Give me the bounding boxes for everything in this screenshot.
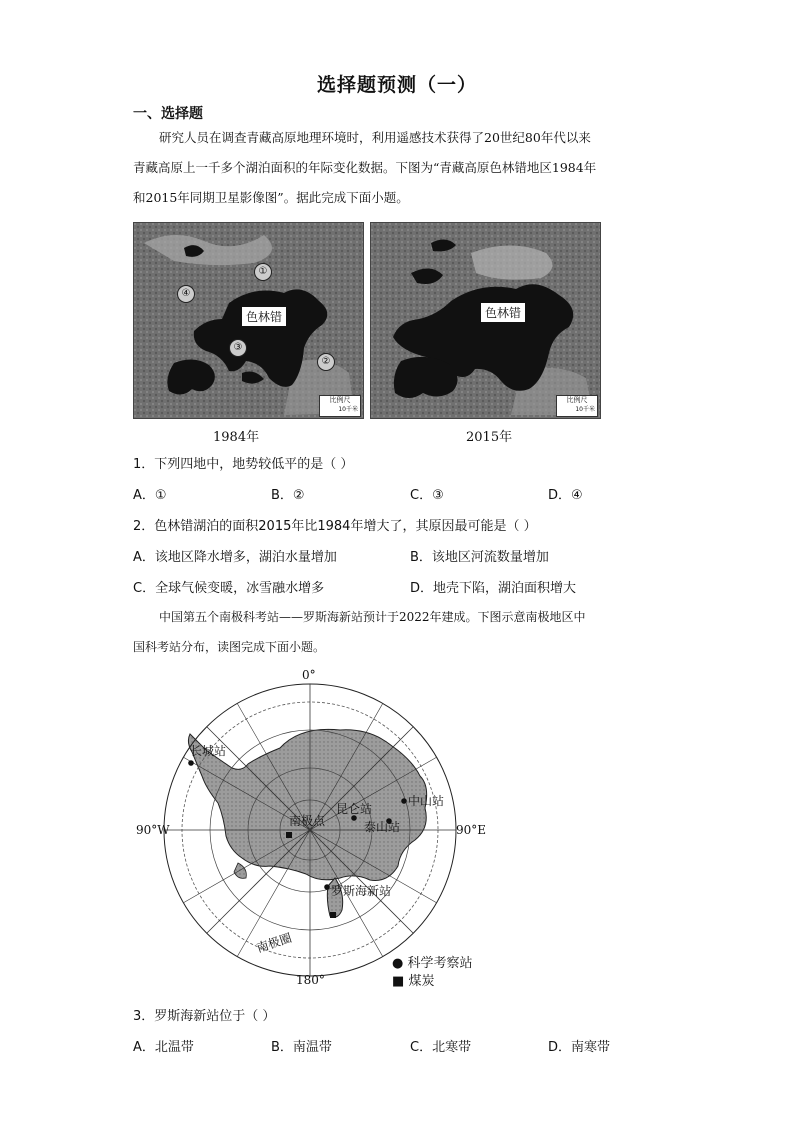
- scale-unit-1984: 10千米: [338, 406, 358, 413]
- question-3-option-a: A．北温带: [133, 1040, 194, 1055]
- year-label-1984: 1984年: [213, 430, 260, 445]
- label-antarctic-circle: 南极圈: [254, 930, 294, 956]
- intro-paragraph-1: [133, 123, 663, 213]
- question-2-option-b: B．该地区河流数量增加: [410, 550, 549, 565]
- label-south-pole: 南极点: [289, 814, 326, 828]
- station-zhongshan: 中山站: [408, 794, 445, 808]
- intro1-line-2: 青藏高原上一千多个湖泊面积的年际变化数据。下图为“青藏高原色林错地区1984年: [133, 160, 597, 175]
- question-2-stem: 2．色林错湖泊的面积2015年比1984年增大了，其原因最可能是（ ）: [133, 519, 537, 534]
- question-2-option-d: D．地壳下陷，湖泊面积增大: [410, 581, 577, 596]
- legend-coal: [392, 970, 434, 989]
- question-2-option-c: C．全球气候变暖，冰雪融水增多: [133, 581, 325, 596]
- question-3-option-b: B．南温带: [271, 1040, 332, 1055]
- question-3-option-d: D．南寒带: [548, 1040, 611, 1055]
- question-2-option-a: A．该地区降水增多，湖泊水量增加: [133, 550, 337, 565]
- question-3-option-c: C．北寒带: [410, 1040, 472, 1055]
- intro2-line-1: 中国第五个南极科考站——罗斯海新站预计于2022年建成。下图示意南极地区中: [159, 610, 586, 624]
- station-ross-sea: 罗斯海新站: [331, 884, 392, 898]
- lake-label-2015: 色林错: [481, 303, 525, 322]
- scale-title-2015: 比例尺: [566, 396, 588, 404]
- legend-station-label: 科学考察站: [407, 956, 473, 971]
- marker-2: ②: [317, 353, 335, 371]
- scale-unit-2015: 10千米: [575, 406, 595, 413]
- year-label-2015: 2015年: [466, 430, 513, 445]
- legend-coal-square-icon: ■: [392, 974, 405, 989]
- question-1-option-b: B．②: [271, 488, 305, 503]
- label-180-degree: 180°: [296, 973, 325, 987]
- label-0-degree: 0°: [302, 668, 316, 682]
- legend-station-dot-icon: ●: [392, 956, 404, 971]
- scale-box-2015: [556, 395, 598, 417]
- question-1-option-c: C．③: [410, 488, 444, 503]
- label-90e: 90°E: [456, 823, 487, 837]
- antarctic-map: [130, 668, 490, 988]
- section-heading: 一、选择题: [133, 106, 203, 122]
- question-1-stem: 1．下列四地中，地势较低平的是（ ）: [133, 457, 354, 472]
- intro1-line-3: 和2015年同期卫星影像图”。据此完成下面小题。: [133, 190, 409, 205]
- station-great-wall: 长城站: [190, 744, 227, 758]
- question-1-option-a: A．①: [133, 488, 167, 503]
- intro-paragraph-2: [133, 602, 663, 662]
- legend-coal-label: 煤炭: [408, 974, 435, 989]
- scale-box-1984: [319, 395, 361, 417]
- satellite-image-1984: [133, 222, 364, 419]
- marker-1: ①: [254, 263, 272, 281]
- question-3-stem: 3．罗斯海新站位于（ ）: [133, 1009, 276, 1024]
- satellite-image-2015: [370, 222, 601, 419]
- lake-label-1984: 色林错: [242, 307, 286, 326]
- station-kunlun: 昆仑站: [336, 802, 373, 816]
- intro1-line-1: 研究人员在调查青藏高原地理环境时，利用遥感技术获得了20世纪80年代以来: [159, 130, 591, 145]
- marker-3: ③: [229, 339, 247, 357]
- question-1-option-d: D．④: [548, 488, 583, 503]
- legend-station: [392, 952, 473, 971]
- intro2-line-2: 国科考站分布，读图完成下面小题。: [133, 640, 326, 654]
- label-90w: 90°W: [136, 823, 170, 837]
- marker-4: ④: [177, 285, 195, 303]
- scale-title-1984: 比例尺: [329, 396, 351, 404]
- station-taishan: 泰山站: [364, 820, 401, 834]
- page-title: 选择题预测（一）: [316, 74, 477, 96]
